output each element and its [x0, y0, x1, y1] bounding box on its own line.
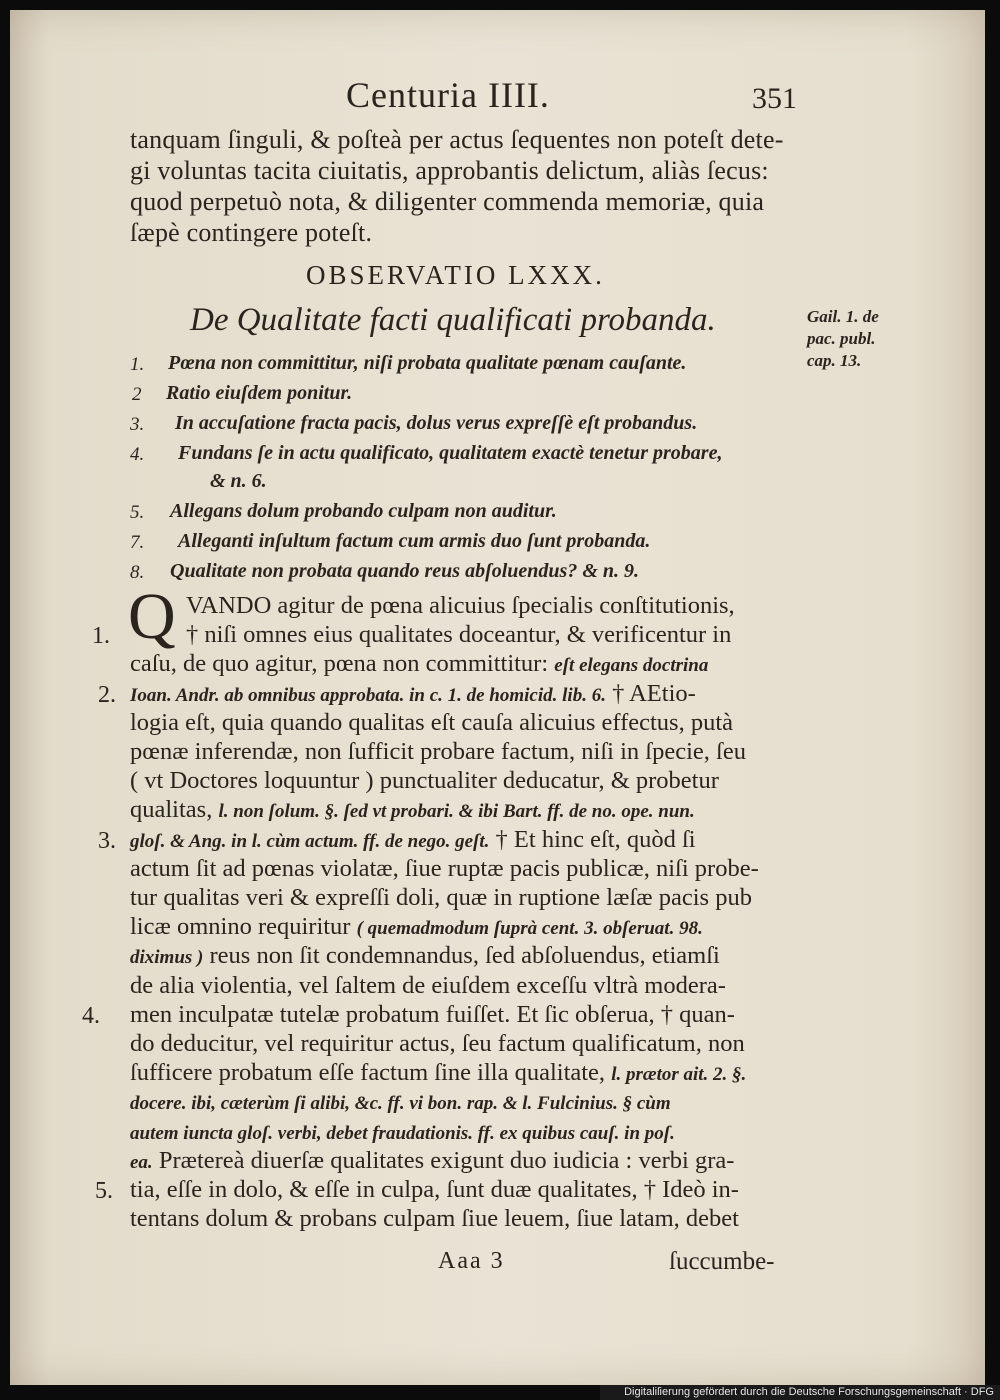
body-line [130, 650, 708, 678]
citation: ea. [130, 1152, 153, 1173]
summary-item: & n. 6. [210, 470, 267, 492]
body-line-text: men inculpatæ tutelæ probatum fuiſſet. Et ſic obſerua, † quan- [130, 1001, 735, 1028]
body-line-text: logia eſt, quia quando qualitas eſt cauſa alicuius effectus, putà [130, 709, 734, 736]
summary-item: In accuſatione fracta pacis, dolus verus expreſſè eſt probandus. [175, 412, 698, 434]
margin-note [807, 306, 879, 372]
body-line-text: VANDO agitur de pœna alicuius ſpecialis conſtitutionis, [186, 592, 735, 619]
body-line-text: Prætereà diuerſæ qualitates exigunt duo iudicia : verbi gra- [152, 1147, 735, 1174]
body-line-text: reus non ſit condemnandus, ſed abſoluendus, etiamſi [203, 942, 720, 969]
body-line [130, 796, 695, 824]
summary-number: 5. [130, 502, 145, 523]
observation-subtitle: De Qualitate facti qualificati probanda. [190, 302, 716, 338]
drop-cap: Q [128, 580, 176, 653]
body-line-text: tentans dolum & probans culpam ſiue leuem, ſiue latam, debet [130, 1205, 739, 1232]
citation: l. prætor ait. 2. §. [611, 1064, 747, 1085]
dfg-notice: Digitaliſierung gefördert durch die Deutsche Forschungsgemeinschaft · DFG [600, 1385, 1000, 1400]
body-line-text: ſufficere probatum eſſe factum ſine illa qualitate, [130, 1059, 612, 1086]
margin-number: 2. [98, 682, 116, 708]
margin-number: 5. [95, 1178, 113, 1204]
body-line-text: † AEtio- [605, 680, 696, 707]
body-line [130, 855, 759, 883]
summary-number: 3. [130, 414, 145, 435]
body-line-text: do deducitur, vel requiritur actus, ſeu factum qualificatum, non [130, 1030, 745, 1057]
continuation-line: quod perpetuò nota, & diligenter commenda memoriæ, quia [130, 187, 765, 216]
citation: Ioan. Andr. ab omnibus approbata. in c. 1. de homicid. lib. 6. [130, 685, 606, 706]
citation: docere. ibi, cæterùm ſi alibi, &c. ff. vi bon. rap. & l. Fulcinius. § cùm [130, 1093, 671, 1114]
summary-number: 1. [130, 354, 145, 375]
body-line-text: tur qualitas veri & expreſſi doli, quæ in ruptione læſæ pacis pub [130, 884, 752, 911]
margin-note-line: Gail. 1. de [807, 307, 879, 326]
body-line [130, 1147, 734, 1175]
body-line [130, 767, 719, 795]
body-line-text: † Et hinc eſt, quòd ſi [489, 826, 696, 853]
body-line-text: caſu, de quo agitur, pœna non committitur: [130, 650, 555, 677]
body-line [130, 972, 726, 1000]
margin-number: 3. [98, 828, 116, 854]
summary-item: Ratio eiuſdem ponitur. [166, 382, 353, 404]
citation: autem iuncta gloſ. verbi, debet fraudationis. ff. ex quibus cauſ. in poſ. [130, 1123, 675, 1144]
summary-item: Qualitate non probata quando reus abſoluendus? & n. 9. [170, 560, 639, 582]
summary-item: Allegans dolum probando culpam non auditur. [170, 500, 557, 522]
summary-item: Alleganti inſultum factum cum armis duo ſunt probanda. [178, 530, 651, 552]
body-line [130, 942, 720, 970]
body-line-text: qualitas, [130, 796, 219, 823]
summary-number: 8. [130, 562, 145, 583]
body-line [130, 1088, 671, 1116]
citation: gloſ. & Ang. in l. cùm actum. ff. de nego. geſt. [130, 831, 490, 852]
continuation-line: gi voluntas tacita ciuitatis, approbantis delictum, aliàs ſecus: [130, 156, 769, 185]
continuation-line: tanquam ſinguli, & poſteà per actus ſequentes non poteſt dete- [130, 125, 784, 154]
running-head: Centuria IIII. [346, 75, 550, 115]
body-line [186, 621, 731, 649]
body-line [130, 738, 746, 766]
body-line [130, 1030, 745, 1058]
body-line-text: de alia violentia, vel ſaltem de eiuſdem exceſſu vltrà modera- [130, 972, 726, 999]
body-line [130, 680, 696, 708]
margin-number: 1. [92, 623, 110, 649]
margin-note-line: pac. publ. [807, 329, 876, 348]
margin-note-line: cap. 13. [807, 351, 862, 370]
summary-number: 7. [130, 532, 145, 553]
body-line [130, 913, 703, 941]
citation: l. non ſolum. §. ſed vt probari. & ibi Bart. ff. de no. ope. nun. [218, 801, 695, 822]
signature-mark: Aaa 3 [438, 1248, 505, 1274]
summary-number: 2 [132, 384, 142, 405]
body-line [130, 709, 733, 737]
body-line [130, 1205, 739, 1233]
body-line [186, 592, 735, 620]
body-line [130, 1118, 675, 1146]
body-line [130, 1176, 739, 1204]
page-number: 351 [752, 82, 797, 115]
summary-item: Fundans ſe in actu qualificato, qualitatem exactè tenetur probare, [178, 442, 723, 464]
summary-item: Pœna non committitur, niſi probata qualitate pœnam cauſante. [168, 352, 687, 374]
body-line [130, 826, 696, 854]
body-line [130, 1059, 746, 1087]
body-line-text: pœnæ inferendæ, non ſufficit probare factum, niſi in ſpecie, ſeu [130, 738, 746, 765]
citation: eſt elegans doctrina [554, 655, 709, 676]
catchword: ſuccumbe- [669, 1248, 775, 1275]
body-line [130, 884, 752, 912]
body-line-text: actum ſit ad pœnas violatæ, ſiue ruptæ pacis publicæ, niſi probe- [130, 855, 759, 882]
body-line [130, 1001, 735, 1029]
body-line-text: † niſi omnes eius qualitates doceantur, & verificentur in [186, 621, 732, 648]
summary-number: 4. [130, 444, 145, 465]
body-line-text: ( vt Doctores loquuntur ) punctualiter deducatur, & probetur [130, 767, 719, 794]
body-line-text: tia, eſſe in dolo, & eſſe in culpa, ſunt duæ qualitates, † Ideò in- [130, 1176, 739, 1203]
body-line-text: licæ omnino requiritur [130, 913, 357, 940]
observation-title: OBSERVATIO LXXX. [306, 260, 605, 290]
continuation-line: ſæpè contingere poteſt. [130, 218, 373, 247]
margin-number: 4. [82, 1003, 100, 1029]
citation: ( quemadmodum ſuprà cent. 3. obſeruat. 98. [356, 918, 703, 939]
book-page [10, 10, 985, 1385]
citation: diximus ) [130, 947, 204, 968]
